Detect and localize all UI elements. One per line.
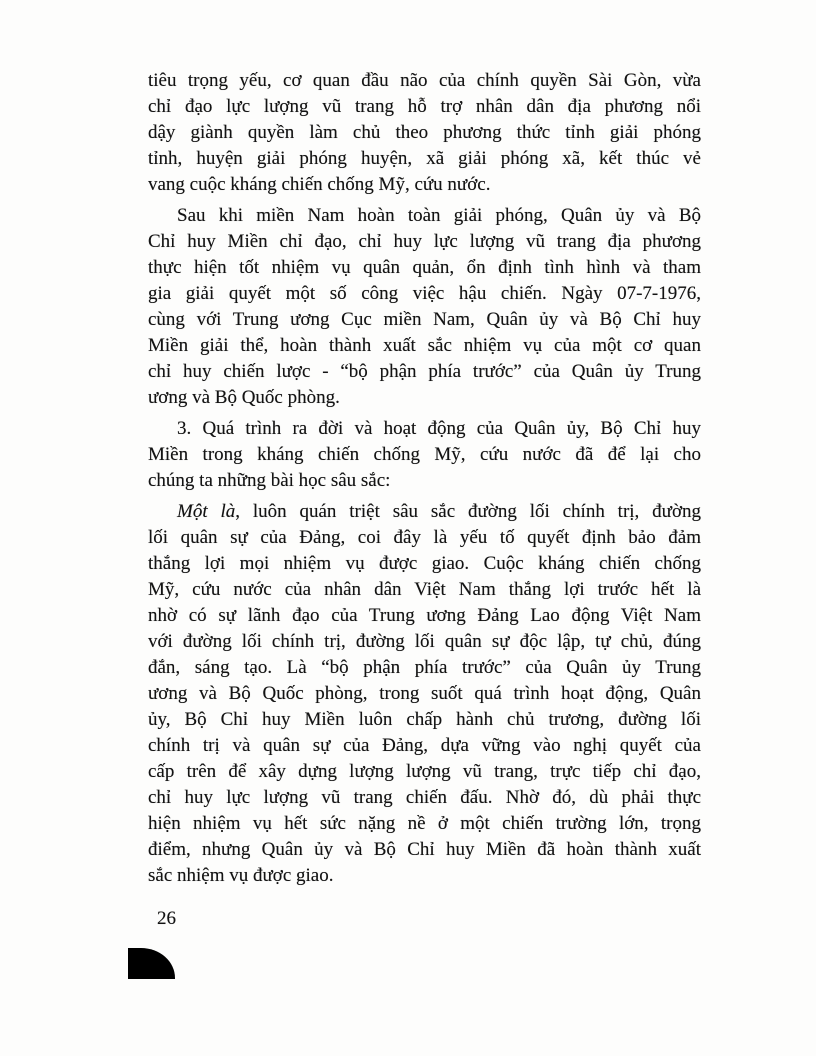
text-line: chính trị và quân sự của Đảng, dựa vững vào nghị quyết của: [148, 735, 701, 756]
text-line: Mỹ, cứu nước của nhân dân Việt Nam thắng lợi trước hết là: [148, 579, 701, 600]
text-line: cùng với Trung ương Cục miền Nam, Quân ủy và Bộ Chỉ huy: [148, 309, 701, 330]
text-line: nhờ có sự lãnh đạo của Trung ương Đảng Lao động Việt Nam: [148, 605, 701, 626]
paragraph: [148, 499, 701, 889]
text-line: hiện nhiệm vụ hết sức nặng nề ở một chiến trường lớn, trọng: [148, 813, 701, 834]
paragraph: [148, 416, 701, 494]
text-line: 3. Quá trình ra đời và hoạt động của Quân ủy, Bộ Chỉ huy: [177, 418, 701, 439]
text-line: lối quân sự của Đảng, coi đây là yếu tố quyết định bảo đảm: [148, 527, 701, 548]
italic-lead-in: Một là: [177, 501, 236, 522]
paragraph: [148, 203, 701, 411]
text-line: gia giải quyết một số công việc hậu chiến. Ngày 07-7-1976,: [148, 283, 701, 304]
text-line: vang cuộc kháng chiến chống Mỹ, cứu nước.: [148, 174, 491, 195]
text-line: với đường lối chính trị, đường lối quân sự độc lập, tự chủ, đúng: [148, 631, 701, 652]
text-block: [148, 68, 701, 889]
text-line: thực hiện tốt nhiệm vụ quân quản, ổn định tình hình và tham: [148, 257, 701, 278]
text-line: Miền giải thể, hoàn thành xuất sắc nhiệm vụ của một cơ quan: [148, 335, 701, 356]
text-line: ương và Bộ Quốc phòng, trong suốt quá trình hoạt động, Quân: [148, 683, 701, 704]
text-line: cấp trên để xây dựng lượng lượng vũ trang, trực tiếp chỉ đạo,: [148, 761, 701, 782]
text-line: dậy giành quyền làm chủ theo phương thức tỉnh giải phóng: [148, 122, 701, 143]
text-line: ủy, Bộ Chỉ huy Miền luôn chấp hành chủ trương, đường lối: [148, 709, 701, 730]
text-line: đắn, sáng tạo. Là “bộ phận phía trước” của Quân ủy Trung: [148, 657, 701, 678]
text-line: tỉnh, huyện giải phóng huyện, xã giải phóng xã, kết thúc vẻ: [148, 148, 701, 169]
page-number: 26: [157, 908, 176, 929]
text-line: chúng ta những bài học sâu sắc:: [148, 470, 391, 491]
text-line: Một là, luôn quán triệt sâu sắc đường lối chính trị, đường: [177, 501, 701, 522]
text-line: chỉ huy chiến lược - “bộ phận phía trước” của Quân ủy Trung: [148, 361, 701, 382]
text-line: thắng lợi mọi nhiệm vụ được giao. Cuộc kháng chiến chống: [148, 553, 701, 574]
ink-blot-artifact: [128, 948, 175, 979]
text-line: Sau khi miền Nam hoàn toàn giải phóng, Quân ủy và Bộ: [177, 205, 701, 226]
text-line: chỉ huy lực lượng vũ trang chiến đấu. Nhờ đó, dù phải thực: [148, 787, 701, 808]
text-line: ương và Bộ Quốc phòng.: [148, 387, 340, 408]
text-line: Chỉ huy Miền chỉ đạo, chỉ huy lực lượng vũ trang địa phương: [148, 231, 701, 252]
text-line: tiêu trọng yếu, cơ quan đầu não của chính quyền Sài Gòn, vừa: [148, 70, 701, 91]
text-line: điểm, nhưng Quân ủy và Bộ Chỉ huy Miền đã hoàn thành xuất: [148, 839, 701, 860]
text-line: Miền trong kháng chiến chống Mỹ, cứu nước đã để lại cho: [148, 444, 701, 465]
text-line: chỉ đạo lực lượng vũ trang hỗ trợ nhân dân địa phương nổi: [148, 96, 701, 117]
paragraph: [148, 68, 701, 198]
text-line: sắc nhiệm vụ được giao.: [148, 865, 334, 886]
